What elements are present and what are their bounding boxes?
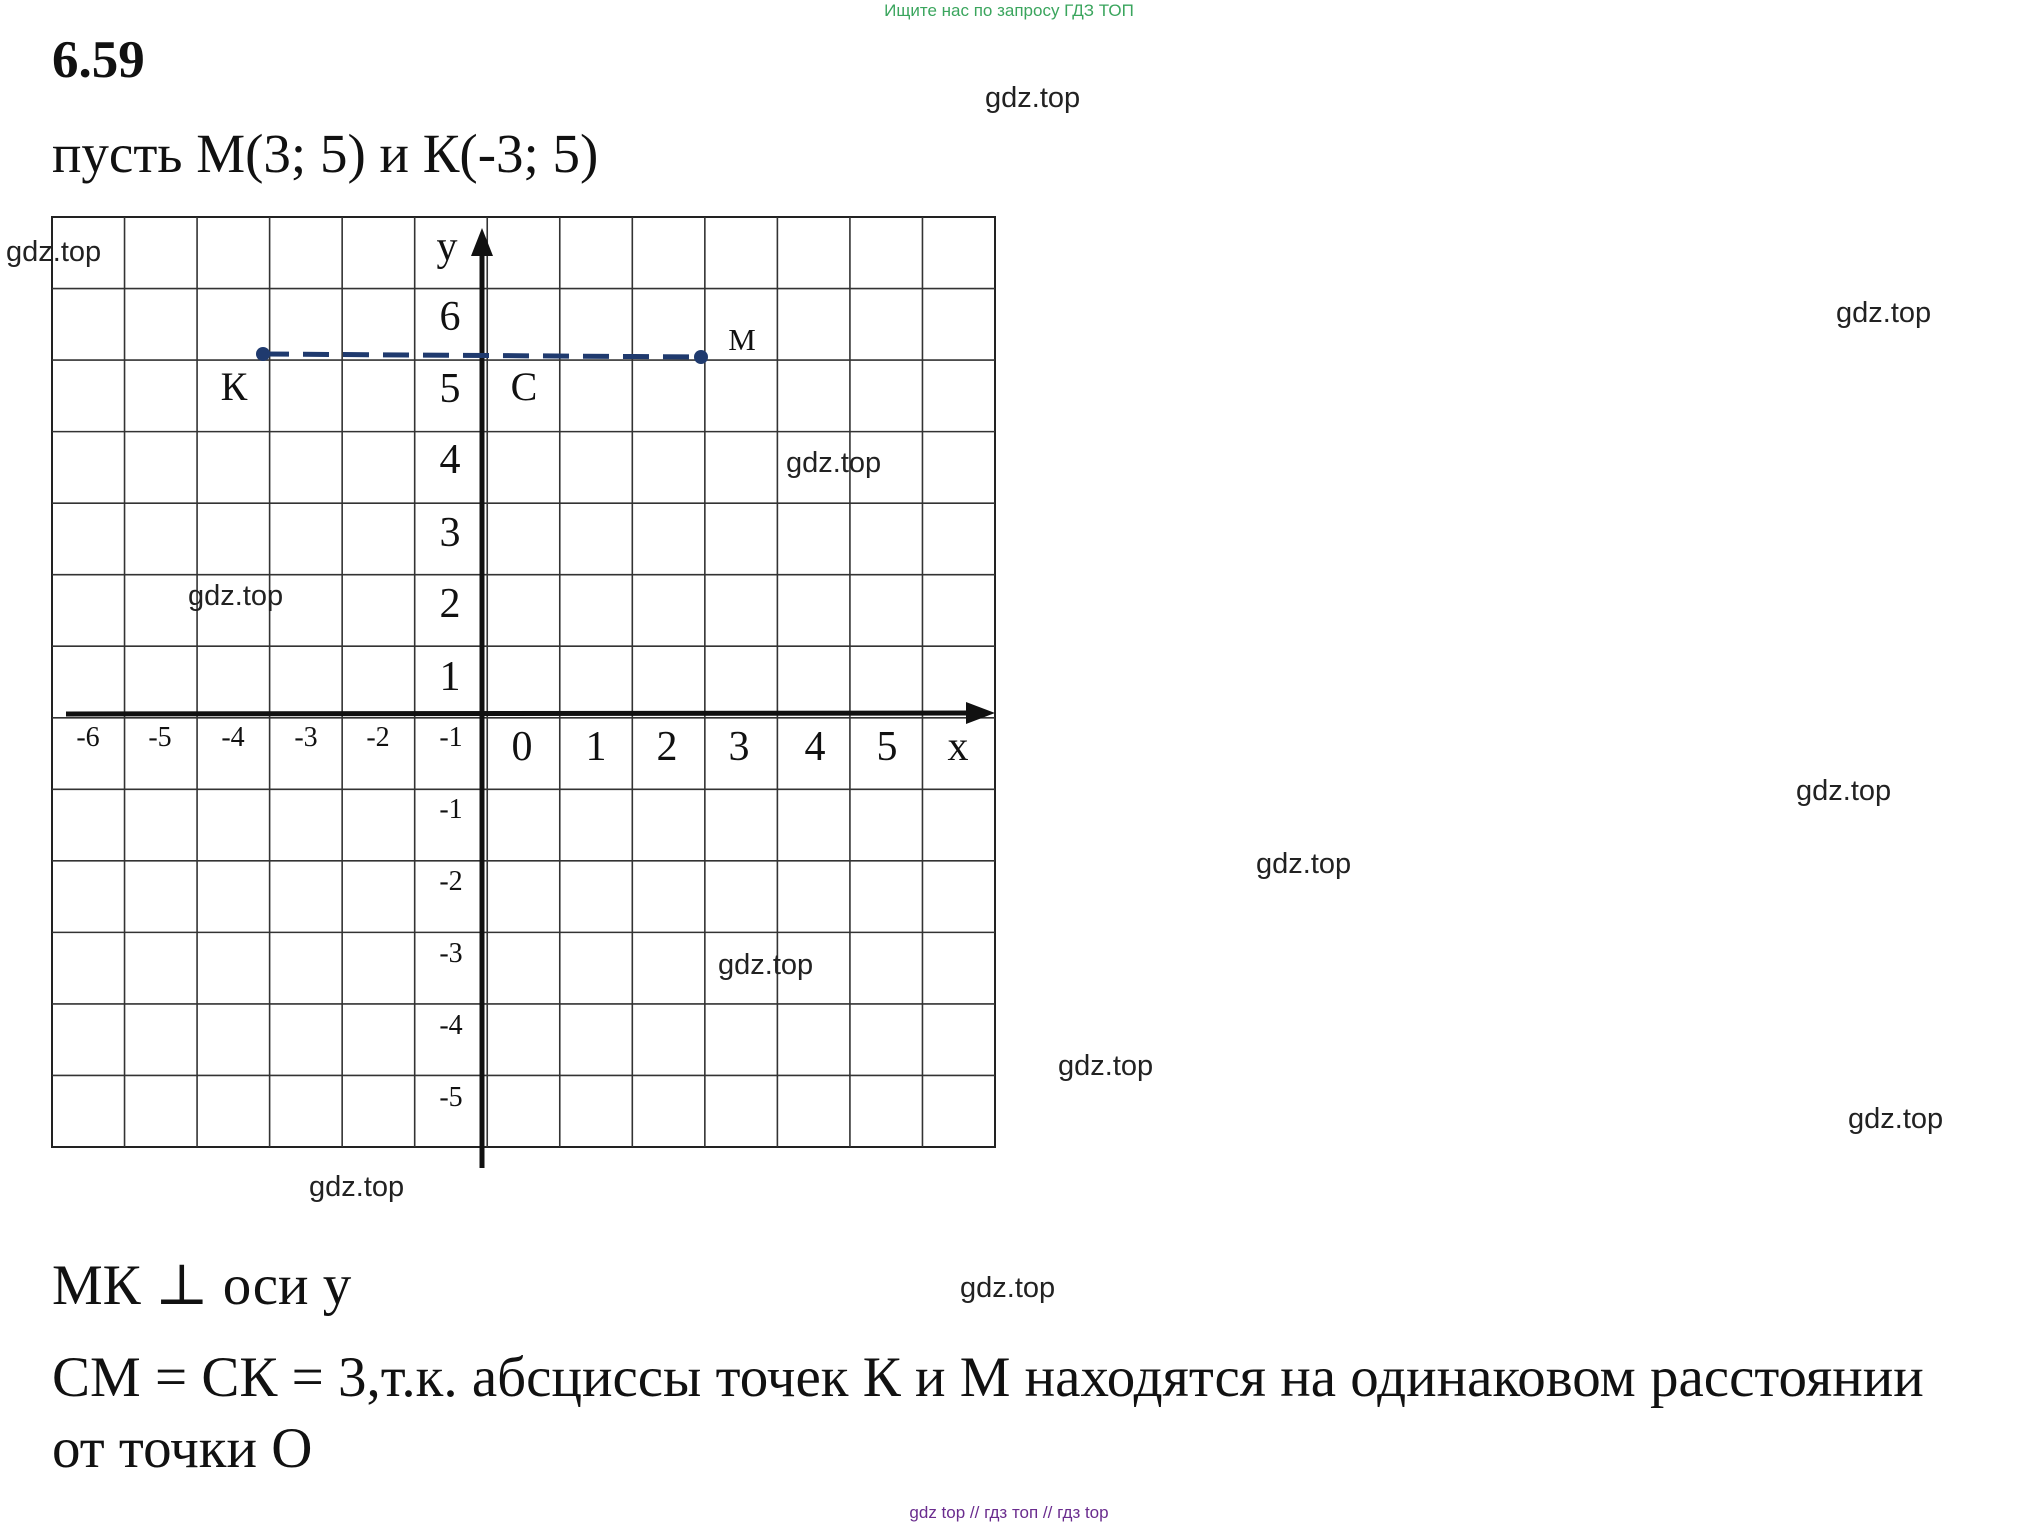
y-tick-label: -2 [439, 866, 463, 897]
x-tick-label: 1 [585, 724, 607, 770]
y-axis-label: y [436, 224, 458, 270]
y-tick-label: 2 [439, 581, 461, 627]
watermark: gdz.top [1058, 1050, 1154, 1082]
point-m-label: М [728, 322, 756, 357]
y-tick-label: 4 [439, 437, 461, 483]
y-tick-label: 6 [439, 294, 461, 340]
x-tick-label: -6 [76, 722, 100, 753]
x-tick-label: 2 [656, 724, 678, 770]
watermark: gdz.top [985, 82, 1081, 114]
watermark: gdz.top [786, 447, 882, 479]
y-tick-label: 1 [439, 654, 461, 700]
y-tick-label: 5 [439, 366, 461, 412]
x-tick-label: -1 [439, 722, 463, 753]
x-tick-label: 5 [876, 724, 898, 770]
y-tick-label: -3 [439, 938, 463, 969]
solution-line-2: СМ = СК = 3,т.к. абсциссы точек К и М находятся на одинаковом расстоянии [52, 1346, 1924, 1409]
watermark: gdz.top [6, 236, 102, 268]
x-axis-arrow [966, 702, 995, 724]
watermark: gdz.top [309, 1171, 405, 1203]
watermark: gdz.top [1836, 297, 1932, 329]
point-m [694, 350, 708, 364]
x-tick-label: 4 [804, 724, 826, 770]
y-tick-label: -1 [439, 794, 463, 825]
watermark: gdz.top [1848, 1103, 1944, 1135]
x-axis-label: x [947, 724, 969, 770]
top-banner: Ищите нас по запросу ГДЗ ТОП [884, 1, 1134, 20]
watermark: gdz.top [1796, 775, 1892, 807]
solution-line-1: МК ⊥ оси у [52, 1254, 352, 1317]
x-tick-label: 0 [511, 724, 533, 770]
point-k-label: К [220, 364, 248, 409]
x-tick-label: -5 [148, 722, 172, 753]
midpoint-c-label: С [510, 364, 538, 409]
x-axis [66, 713, 975, 714]
watermark: gdz.top [1256, 848, 1352, 880]
point-k [256, 347, 270, 361]
y-tick-label: 3 [439, 510, 461, 556]
watermark: gdz.top [718, 949, 814, 981]
x-tick-label: -4 [221, 722, 245, 753]
task-statement: пусть М(3; 5) и К(-3; 5) [52, 123, 599, 184]
segment-mk [263, 354, 701, 357]
watermark: gdz.top [960, 1272, 1056, 1304]
task-number: 6.59 [52, 31, 145, 89]
y-axis-arrow [471, 228, 493, 256]
solution-line-3: от точки О [52, 1417, 313, 1480]
y-tick-label: -5 [439, 1082, 463, 1113]
x-tick-label: -2 [366, 722, 390, 753]
x-tick-label: 3 [728, 724, 750, 770]
bottom-banner: gdz top // гдз топ // гдз top [909, 1503, 1109, 1522]
y-tick-label: -4 [439, 1010, 463, 1041]
watermark: gdz.top [188, 580, 284, 612]
x-tick-label: -3 [294, 722, 318, 753]
